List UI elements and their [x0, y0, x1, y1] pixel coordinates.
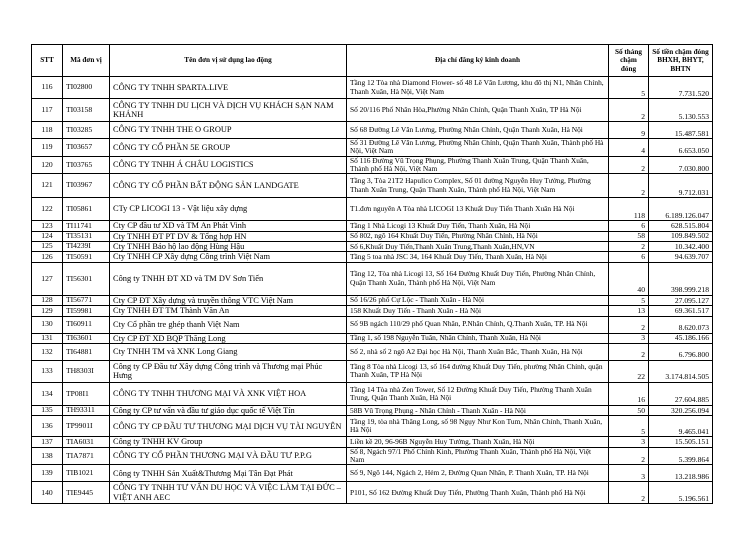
cell-ten-don-vi: Cty Cổ phần tre ghép thanh Việt Nam [110, 316, 347, 333]
table-row [32, 156, 713, 174]
cell-dia-chi: 158 Khuất Duy Tiến - Thanh Xuân - Hà Nội [347, 306, 609, 316]
cell-ma-don-vi: TI05861 [63, 198, 110, 221]
cell-so-tien: 5.196.561 [649, 482, 713, 504]
cell-so-thang: 50 [609, 405, 649, 415]
cell-dia-chi: Tầng 1 Nhà Licogi 13 Khuất Duy Tiến, Thanh Xuân, Hà Nội [347, 221, 609, 231]
cell-ma-don-vi: TI03657 [63, 139, 110, 157]
cell-ten-don-vi: Công ty CP Đầu tư Xây dựng Công trình và Thương mại Phúc Hưng [110, 360, 347, 382]
cell-ten-don-vi: Công ty TNHH ĐT XD và TM DV Sơn Tiến [110, 262, 347, 295]
cell-so-thang: 2 [609, 316, 649, 333]
cell-so-thang: 16 [609, 382, 649, 405]
cell-so-tien: 45.186.166 [649, 333, 713, 343]
cell-ma-don-vi: TIA6031 [63, 437, 110, 447]
cell-so-thang: 6 [609, 252, 649, 262]
cell-so-tien: 3.174.814.505 [649, 360, 713, 382]
cell-ten-don-vi: Cty TNHH CP Xây dựng Công trình Việt Nam [110, 252, 347, 262]
cell-so-tien: 13.218.986 [649, 465, 713, 482]
cell-stt: 119 [32, 139, 63, 157]
table-row [32, 465, 713, 482]
debt-table-container [31, 44, 712, 504]
header-so-tien: Số tiền chậm đóng BHXH, BHYT, BHTN [649, 45, 713, 77]
cell-stt: 129 [32, 306, 63, 316]
cell-ma-don-vi: TI56771 [63, 295, 110, 305]
cell-ma-don-vi: TI02800 [63, 77, 110, 99]
table-row [32, 241, 713, 251]
cell-stt: 117 [32, 99, 63, 122]
cell-ma-don-vi: TIA7871 [63, 447, 110, 465]
cell-stt: 121 [32, 174, 63, 198]
cell-so-thang: 2 [609, 343, 649, 360]
cell-so-tien: 628.515.804 [649, 221, 713, 231]
cell-so-tien: 7.030.800 [649, 156, 713, 174]
cell-ma-don-vi: TI03285 [63, 122, 110, 139]
table-row [32, 343, 713, 360]
cell-stt: 124 [32, 231, 63, 241]
cell-ma-don-vi: TIB1021 [63, 465, 110, 482]
table-row [32, 231, 713, 241]
cell-ten-don-vi: CÔNG TY TNHH Á CHÂU LOGISTICS [110, 156, 347, 174]
cell-dia-chi: T1.đơn nguyên A Tòa nhà LICOGI 13 Khuất Duy Tiến Thanh Xuân Hà Nội [347, 198, 609, 221]
cell-ma-don-vi: TP08I1 [63, 382, 110, 405]
cell-ma-don-vi: TI59981 [63, 306, 110, 316]
cell-so-tien: 109.849.502 [649, 231, 713, 241]
cell-stt: 120 [32, 156, 63, 174]
cell-stt: 130 [32, 316, 63, 333]
cell-stt: 126 [32, 252, 63, 262]
header-dia-chi: Địa chỉ đăng ký kinh doanh [347, 45, 609, 77]
cell-dia-chi: Số 6,Khuất Duy Tiến,Thanh Xuân Trung,Thanh Xuân,HN,VN [347, 241, 609, 251]
cell-ma-don-vi: TI03765 [63, 156, 110, 174]
cell-ten-don-vi: CÔNG TY TNHH THE O GROUP [110, 122, 347, 139]
table-body [32, 77, 713, 504]
cell-ten-don-vi: Công ty TNHH Sản Xuất&Thương Mại Tân Đạt Phát [110, 465, 347, 482]
cell-stt: 138 [32, 447, 63, 465]
cell-ten-don-vi: CÔNG TY TNHH SPARTA.LIVE [110, 77, 347, 99]
cell-stt: 131 [32, 333, 63, 343]
cell-stt: 128 [32, 295, 63, 305]
table-row [32, 416, 713, 437]
cell-stt: 127 [32, 262, 63, 295]
cell-so-tien: 320.256.094 [649, 405, 713, 415]
cell-ten-don-vi: Cty CP đầu tư XD và TM An Phát Vinh [110, 221, 347, 231]
cell-ten-don-vi: Cty TNHH TM và XNK Long Giang [110, 343, 347, 360]
cell-dia-chi: Số 2, nhà số 2 ngõ A2 Đại học Hà Nội, Thanh Xuân Bắc, Thanh Xuân, Hà Nội [347, 343, 609, 360]
header-ma-don-vi: Mã đơn vị [63, 45, 110, 77]
cell-so-tien: 15.505.151 [649, 437, 713, 447]
cell-so-thang: 3 [609, 333, 649, 343]
cell-stt: 125 [32, 241, 63, 251]
cell-dia-chi: Liền kề 20, 96-96B Nguyễn Huy Tưởng, Thanh Xuân, Hà Nội [347, 437, 609, 447]
cell-so-tien: 7.731.520 [649, 77, 713, 99]
table-row [32, 198, 713, 221]
header-so-thang: Số tháng chậm đóng [609, 45, 649, 77]
cell-so-thang: 2 [609, 482, 649, 504]
cell-ten-don-vi: CÔNG TY TNHH DU LỊCH VÀ DỊCH VỤ KHÁCH SẠN NAM KHÁNH [110, 99, 347, 122]
table-row [32, 382, 713, 405]
cell-dia-chi: Số 9, Ngõ 144, Ngách 2, Hẻm 2, Đường Quan Nhân, P. Thanh Xuân, TP. Hà Nội [347, 465, 609, 482]
cell-so-tien: 9.712.031 [649, 174, 713, 198]
cell-so-thang: 6 [609, 221, 649, 231]
table-row [32, 174, 713, 198]
table-row [32, 252, 713, 262]
cell-ten-don-vi: CÔNG TY CP ĐẦU TƯ THƯƠNG MẠI DỊCH VỤ TÀI NGUYÊN [110, 416, 347, 437]
cell-dia-chi: Số 116 Đường Vũ Trọng Phụng, Phường Thanh Xuân Trung, Quận Thanh Xuân, Thành phố Hà Nội, Việt Nam [347, 156, 609, 174]
cell-so-thang: 2 [609, 447, 649, 465]
cell-dia-chi: Tầng 5 toa nhà JSC 34, 164 Khuất Duy Tiến, Thanh Xuân, Hà Nội [347, 252, 609, 262]
cell-so-tien: 69.361.517 [649, 306, 713, 316]
cell-ten-don-vi: Cty TNHH Bảo hộ lao động Hùng Hậu [110, 241, 347, 251]
cell-dia-chi: Số 8, Ngách 97/1 Phố Chính Kinh, Phường Thanh Xuân, Thành phố Hà Nội, Việt Nam [347, 447, 609, 465]
cell-so-tien: 94.639.707 [649, 252, 713, 262]
cell-stt: 140 [32, 482, 63, 504]
cell-so-thang: 40 [609, 262, 649, 295]
header-ten-don-vi: Tên đơn vị sử dụng lao động [110, 45, 347, 77]
cell-so-thang: 3 [609, 437, 649, 447]
cell-dia-chi: Tầng 12, Tòa nhà Licogi 13, Số 164 Đường Khuất Duy Tiến, Phường Nhân Chính, Quận Thanh Xuân, Thành phố Hà Nội, Việt Nam [347, 262, 609, 295]
cell-dia-chi: Tầng 8 Tòa nhà Licogi 13, số 164 đường Khuất Duy Tiến, phường Nhân Chính, quận Thanh Xuân, TP Hà Nội [347, 360, 609, 382]
cell-so-thang: 2 [609, 156, 649, 174]
cell-so-thang: 4 [609, 139, 649, 157]
cell-ma-don-vi: TH93311 [63, 405, 110, 415]
table-row [32, 77, 713, 99]
table-row [32, 139, 713, 157]
table-row [32, 262, 713, 295]
cell-so-thang: 13 [609, 306, 649, 316]
cell-so-tien: 6.653.050 [649, 139, 713, 157]
cell-stt: 123 [32, 221, 63, 231]
cell-dia-chi: Tầng 1, số 198 Nguyễn Tuân, Nhân Chính, Thanh Xuân, Hà Nội [347, 333, 609, 343]
cell-so-thang: 3 [609, 465, 649, 482]
cell-dia-chi: Số 31 Đường Lê Văn Lương, Phường Nhân Chính, Quận Thanh Xuân, Thành phố Hà Nội, Việt Nam [347, 139, 609, 157]
table-row [32, 99, 713, 122]
table-row [32, 333, 713, 343]
cell-stt: 133 [32, 360, 63, 382]
cell-ten-don-vi: Cty CP ĐT XD BQP Thăng Long [110, 333, 347, 343]
table-row [32, 405, 713, 415]
debt-table [31, 44, 713, 504]
cell-so-thang: 2 [609, 99, 649, 122]
cell-so-tien: 6.189.126.047 [649, 198, 713, 221]
cell-so-tien: 5.130.553 [649, 99, 713, 122]
cell-ma-don-vi: TI03158 [63, 99, 110, 122]
cell-so-thang: 9 [609, 122, 649, 139]
cell-ten-don-vi: CÔNG TY CỔ PHẦN 5E GROUP [110, 139, 347, 157]
cell-so-thang: 5 [609, 416, 649, 437]
cell-ten-don-vi: CÔNG TY CỔ PHẦN THƯƠNG MẠI VÀ ĐẦU TƯ P.P.G [110, 447, 347, 465]
cell-so-thang: 2 [609, 241, 649, 251]
cell-so-tien: 27.604.885 [649, 382, 713, 405]
cell-ma-don-vi: TI64881 [63, 343, 110, 360]
cell-so-tien: 398.999.218 [649, 262, 713, 295]
table-row [32, 295, 713, 305]
table-row [32, 437, 713, 447]
cell-dia-chi: Số 9B ngách 110/29 phố Quan Nhân, P.Nhân Chính, Q.Thanh Xuân, TP. Hà Nội [347, 316, 609, 333]
cell-dia-chi: Số 68 Đường Lê Văn Lương, Phường Nhân Chính, Quận Thanh Xuân, Hà Nội [347, 122, 609, 139]
cell-so-thang: 118 [609, 198, 649, 221]
cell-dia-chi: Tầng 3, Tòa 21T2 Hapulico Complex, Số 01 đường Nguyễn Huy Tưởng, Phường Thanh Xuân Trung, Quận Thanh Xuân, Thành phố Hà Nội, Việt Nam [347, 174, 609, 198]
cell-dia-chi: Tầng 19, tòa nhà Thăng Long, số 98 Ngụy Như Kon Tum, Nhân Chính, Thanh Xuân, Hà Nội [347, 416, 609, 437]
cell-so-tien: 27.095.127 [649, 295, 713, 305]
cell-so-tien: 9.465.041 [649, 416, 713, 437]
cell-ma-don-vi: TIE9445 [63, 482, 110, 504]
cell-ma-don-vi: TI4239I [63, 241, 110, 251]
cell-stt: 139 [32, 465, 63, 482]
cell-ma-don-vi: TI60911 [63, 316, 110, 333]
cell-dia-chi: Số 20/116 Phố Nhân Hòa,Phường Nhân Chính, Quận Thanh Xuân, TP Hà Nội [347, 99, 609, 122]
cell-stt: 137 [32, 437, 63, 447]
cell-ten-don-vi: Công ty CP tư vấn và đầu tư giáo dục quốc tế Việt Tín [110, 405, 347, 415]
cell-ten-don-vi: Cty CP ĐT Xây dựng và truyền thông VTC Việt Nam [110, 295, 347, 305]
cell-so-thang: 22 [609, 360, 649, 382]
cell-ten-don-vi: Công ty TNHH KV Group [110, 437, 347, 447]
cell-ten-don-vi: CTy CP LICOGI 13 - Vật liệu xây dựng [110, 198, 347, 221]
cell-dia-chi: Số 16/26 phố Cự Lộc - Thanh Xuân - Hà Nội [347, 295, 609, 305]
table-row [32, 447, 713, 465]
cell-stt: 134 [32, 382, 63, 405]
cell-ma-don-vi: TH8303I [63, 360, 110, 382]
cell-so-thang: 2 [609, 174, 649, 198]
table-row [32, 306, 713, 316]
table-header-row [32, 45, 713, 77]
cell-ma-don-vi: TI03967 [63, 174, 110, 198]
table-row [32, 316, 713, 333]
cell-stt: 135 [32, 405, 63, 415]
cell-ma-don-vi: TI50591 [63, 252, 110, 262]
cell-ten-don-vi: CÔNG TY TNHH THƯƠNG MẠI VÀ XNK VIỆT HOA [110, 382, 347, 405]
cell-so-tien: 6.796.800 [649, 343, 713, 360]
cell-so-thang: 5 [609, 295, 649, 305]
cell-stt: 116 [32, 77, 63, 99]
cell-dia-chi: Tầng 12 Tòa nhà Diamond Flower- số 48 Lê Văn Lương, khu đô thị N1, Nhân Chính, Thanh Xuân, Hà Nội, Việt Nam [347, 77, 609, 99]
table-row [32, 360, 713, 382]
cell-stt: 136 [32, 416, 63, 437]
table-row [32, 482, 713, 504]
cell-ma-don-vi: TI56301 [63, 262, 110, 295]
cell-ma-don-vi: TI35131 [63, 231, 110, 241]
cell-so-thang: 58 [609, 231, 649, 241]
cell-ten-don-vi: Cty TNHH ĐT PT DV & Tổng hợp HN [110, 231, 347, 241]
cell-stt: 122 [32, 198, 63, 221]
cell-dia-chi: Tầng 14 Tòa nhà Zen Tower, Số 12 Đường Khuất Duy Tiến, Phường Thanh Xuân Trung, Quận Thanh Xuân, Hà Nội [347, 382, 609, 405]
cell-stt: 118 [32, 122, 63, 139]
cell-ten-don-vi: CÔNG TY TNHH TƯ VẤN DU HỌC VÀ VIỆC LÀM TẠI ĐỨC – VIỆT ANH AEC [110, 482, 347, 504]
cell-so-tien: 5.399.864 [649, 447, 713, 465]
cell-dia-chi: Số 802, ngõ 164 Khuất Duy Tiến, Phường Nhân Chính, Hà Nội [347, 231, 609, 241]
table-row [32, 221, 713, 231]
cell-dia-chi: P101, Số 162 Đường Khuất Duy Tiến, Phường Thanh Xuân, Thành phố Hà Nội [347, 482, 609, 504]
cell-ten-don-vi: CÔNG TY CỔ PHẦN BẤT ĐỘNG SẢN LANDGATE [110, 174, 347, 198]
cell-ma-don-vi: TI11741 [63, 221, 110, 231]
table-row [32, 122, 713, 139]
header-stt: STT [32, 45, 63, 77]
cell-dia-chi: 58B Vũ Trọng Phụng - Nhân Chính - Thanh Xuân - Hà Nội [347, 405, 609, 415]
cell-so-thang: 5 [609, 77, 649, 99]
cell-ten-don-vi: Cty TNHH ĐT TM Thành Văn An [110, 306, 347, 316]
cell-so-tien: 10.342.400 [649, 241, 713, 251]
cell-so-tien: 15.487.581 [649, 122, 713, 139]
cell-stt: 132 [32, 343, 63, 360]
cell-ma-don-vi: TI63601 [63, 333, 110, 343]
cell-ma-don-vi: TP9901I [63, 416, 110, 437]
cell-so-tien: 8.620.073 [649, 316, 713, 333]
